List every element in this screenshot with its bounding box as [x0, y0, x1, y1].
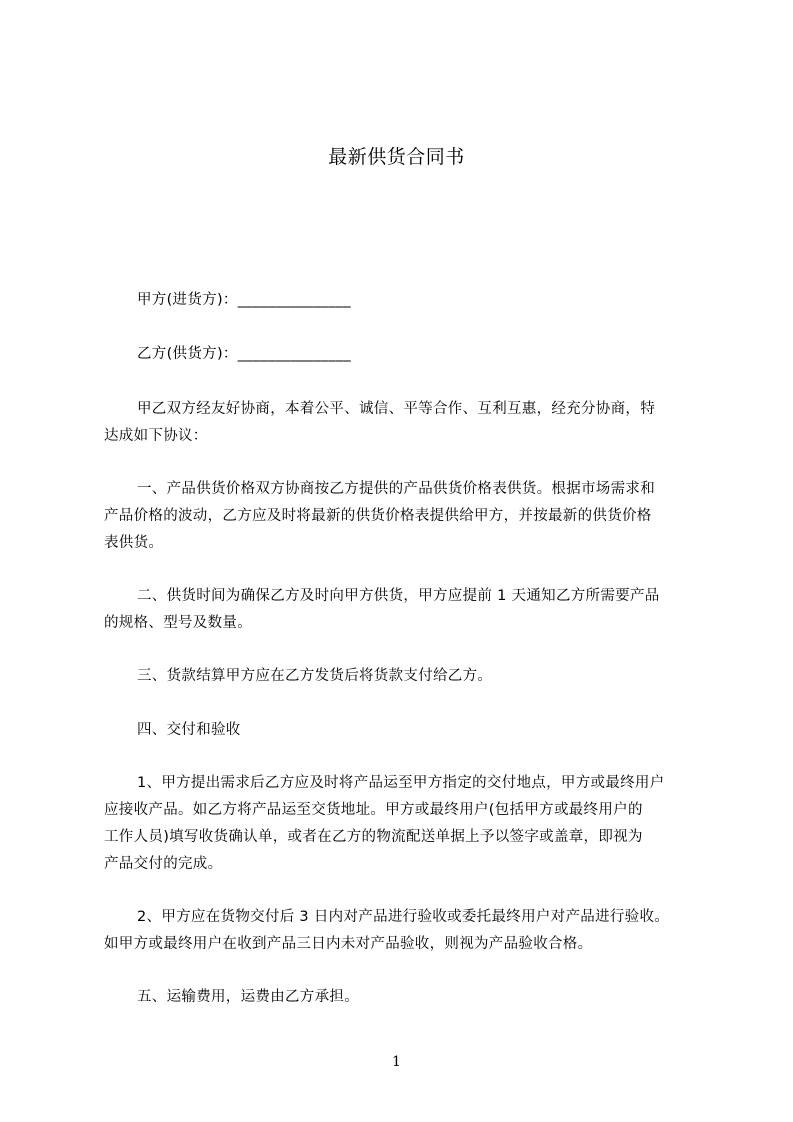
intro-line-2: 达成如下协议： [104, 428, 208, 444]
clause2-line-1 [104, 583, 660, 610]
party-b-text: 乙方(供货方)：_______________ [137, 346, 351, 362]
clause1-line-2: 产品价格的波动，乙方应及时将最新的供货价格表提供给甲方，并按最新的供货价格 [104, 508, 652, 524]
intro-text-1: 甲乙双方经友好协商，本着公平、诚信、平等合作、互利互惠，经充分协商，特 [137, 401, 655, 417]
clause5-line [104, 984, 359, 1011]
item1-line-2: 应接收产品。如乙方将产品运至交货地址。甲方或最终用户(包括甲方或最终用户的 [104, 802, 643, 818]
clause2-text-1: 二、供货时间为确保乙方及时向甲方供货，甲方应提前 1 天通知乙方所需要产品 [137, 588, 660, 604]
clause2-line-2: 的规格、型号及数量。 [104, 615, 252, 631]
clause1-text-1: 一、产品供货价格双方协商按乙方提供的产品供货价格表供货。根据市场需求和 [137, 481, 655, 497]
item1-line-3: 工作人员)填写收货确认单，或者在乙方的物流配送单据上予以签字或盖章，即视为 [104, 829, 643, 845]
clause4-line [104, 717, 241, 744]
clause3-line [104, 663, 492, 690]
clause4-text: 四、交付和验收 [137, 722, 241, 738]
item1-line-1 [104, 770, 665, 797]
clause3-text: 三、货款结算甲方应在乙方发货后将货款支付给乙方。 [137, 668, 493, 684]
document-title: 最新供货合同书 [328, 146, 465, 168]
item2-line-1 [104, 904, 669, 931]
item1-line-4: 产品交付的完成。 [104, 856, 223, 872]
page-number: 1 [392, 1054, 401, 1070]
clause1-line-1 [104, 476, 655, 503]
intro-line-1 [104, 396, 655, 423]
party-a-text: 甲方(进货方)：_______________ [137, 292, 351, 308]
clause1-line-3: 表供货。 [104, 535, 164, 551]
clause5-text: 五、运输费用，运费由乙方承担。 [137, 989, 359, 1005]
party-a-line [104, 287, 351, 314]
party-b-line [104, 341, 351, 368]
item1-text-1: 1、甲方提出需求后乙方应及时将产品运至甲方指定的交付地点，甲方或最终用户 [137, 775, 665, 791]
item2-line-2: 如甲方或最终用户在收到产品三日内未对产品验收，则视为产品验收合格。 [104, 936, 593, 952]
item2-text-1: 2、甲方应在货物交付后 3 日内对产品进行验收或委托最终用户对产品进行验收。 [137, 909, 670, 925]
